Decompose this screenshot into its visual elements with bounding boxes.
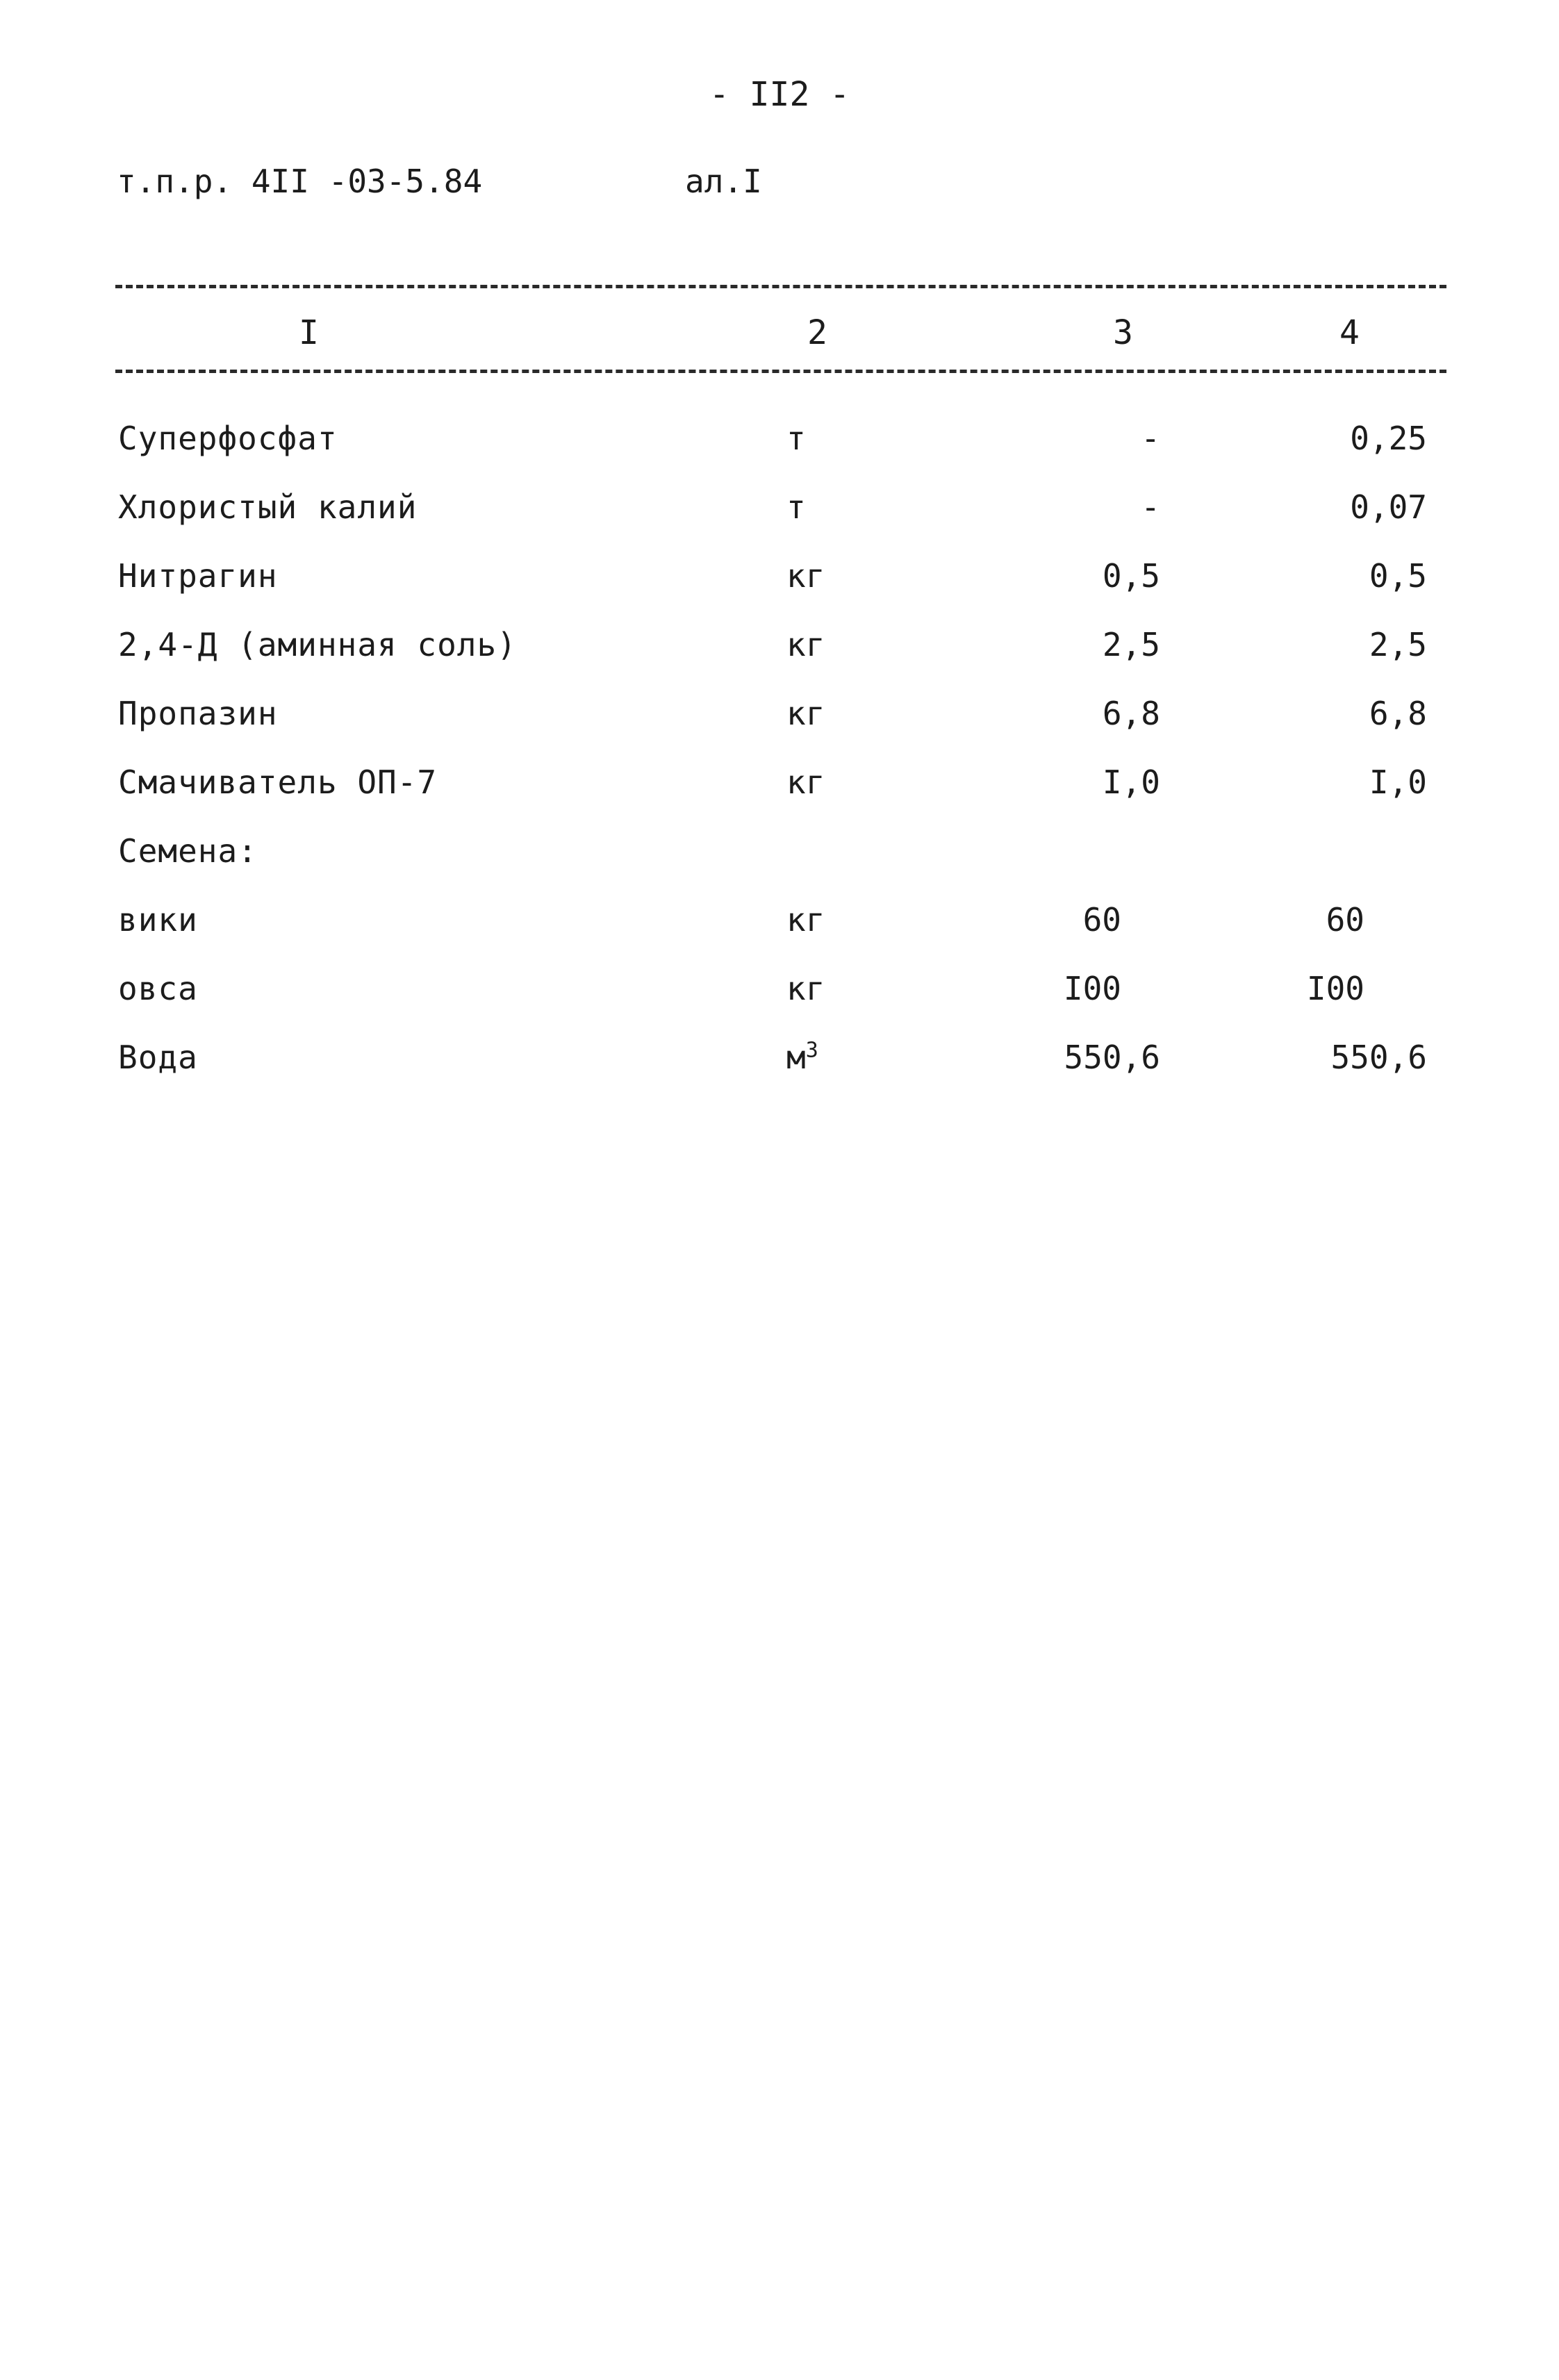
table-row	[0, 1038, 1559, 1110]
table-row	[0, 763, 1559, 835]
row-name: Суперфосфат	[118, 420, 338, 457]
row-unit: т	[786, 488, 806, 526]
column-header-4: 4	[1339, 313, 1360, 352]
row-value-col4: I00	[1306, 970, 1364, 1007]
row-value-col4: 60	[1326, 901, 1364, 939]
row-name: Хлористый калий	[118, 488, 418, 526]
row-name: Смачиватель ОП-7	[118, 763, 438, 801]
row-unit: $м^3$	[786, 1038, 818, 1076]
table-column-headers	[0, 313, 1559, 358]
table-body	[0, 422, 1559, 1110]
row-value-col4: 0,25	[1350, 420, 1427, 457]
row-unit: кг	[786, 901, 825, 939]
table-top-rule	[115, 285, 1446, 288]
row-name: Нитрагин	[118, 557, 278, 595]
table-row	[0, 557, 1559, 629]
row-value-col3: 0,5	[1102, 557, 1160, 595]
table-header-rule	[115, 370, 1446, 373]
row-unit: кг	[786, 626, 825, 663]
page-number: - II2 -	[709, 75, 850, 114]
table-row	[0, 626, 1559, 697]
table-row	[0, 832, 1559, 904]
row-name: вики	[118, 901, 198, 939]
row-value-col3: 2,5	[1102, 626, 1160, 663]
row-unit: кг	[786, 695, 825, 732]
row-value-col3: 550,6	[1064, 1039, 1160, 1076]
row-value-col4: I,0	[1369, 763, 1427, 801]
row-unit: кг	[786, 557, 825, 595]
row-value-col3: 6,8	[1102, 695, 1160, 732]
column-header-1: I	[299, 313, 319, 352]
column-header-3: 3	[1113, 313, 1133, 352]
table-row	[0, 697, 1559, 766]
row-value-col3: -	[1141, 488, 1160, 526]
row-name: 2,4-Д (аминная соль)	[118, 626, 517, 663]
table-row	[0, 901, 1559, 973]
row-value-col3: 60	[1082, 901, 1121, 939]
row-value-col3: I00	[1063, 970, 1121, 1007]
row-name: Семена:	[118, 832, 258, 870]
sheet-reference: ал.I	[685, 163, 762, 200]
column-header-2: 2	[807, 313, 827, 352]
row-unit: кг	[786, 763, 825, 801]
row-name: Пропазин	[118, 695, 278, 732]
table-row	[0, 422, 1559, 491]
row-value-col4: 0,07	[1350, 488, 1427, 526]
table-row	[0, 970, 1559, 1041]
table-row	[0, 488, 1559, 560]
row-value-col4: 2,5	[1369, 626, 1427, 663]
row-unit: т	[786, 420, 806, 457]
row-value-col4: 6,8	[1369, 695, 1427, 732]
row-name: овса	[118, 970, 198, 1007]
row-unit: кг	[786, 970, 825, 1007]
row-name: Вода	[118, 1039, 198, 1076]
document-reference: т.п.р. 4II -03-5.84	[117, 163, 483, 200]
row-value-col3: -	[1141, 420, 1160, 457]
row-value-col4: 550,6	[1330, 1039, 1427, 1076]
row-value-col4: 0,5	[1369, 557, 1427, 595]
row-value-col3: I,0	[1102, 763, 1160, 801]
